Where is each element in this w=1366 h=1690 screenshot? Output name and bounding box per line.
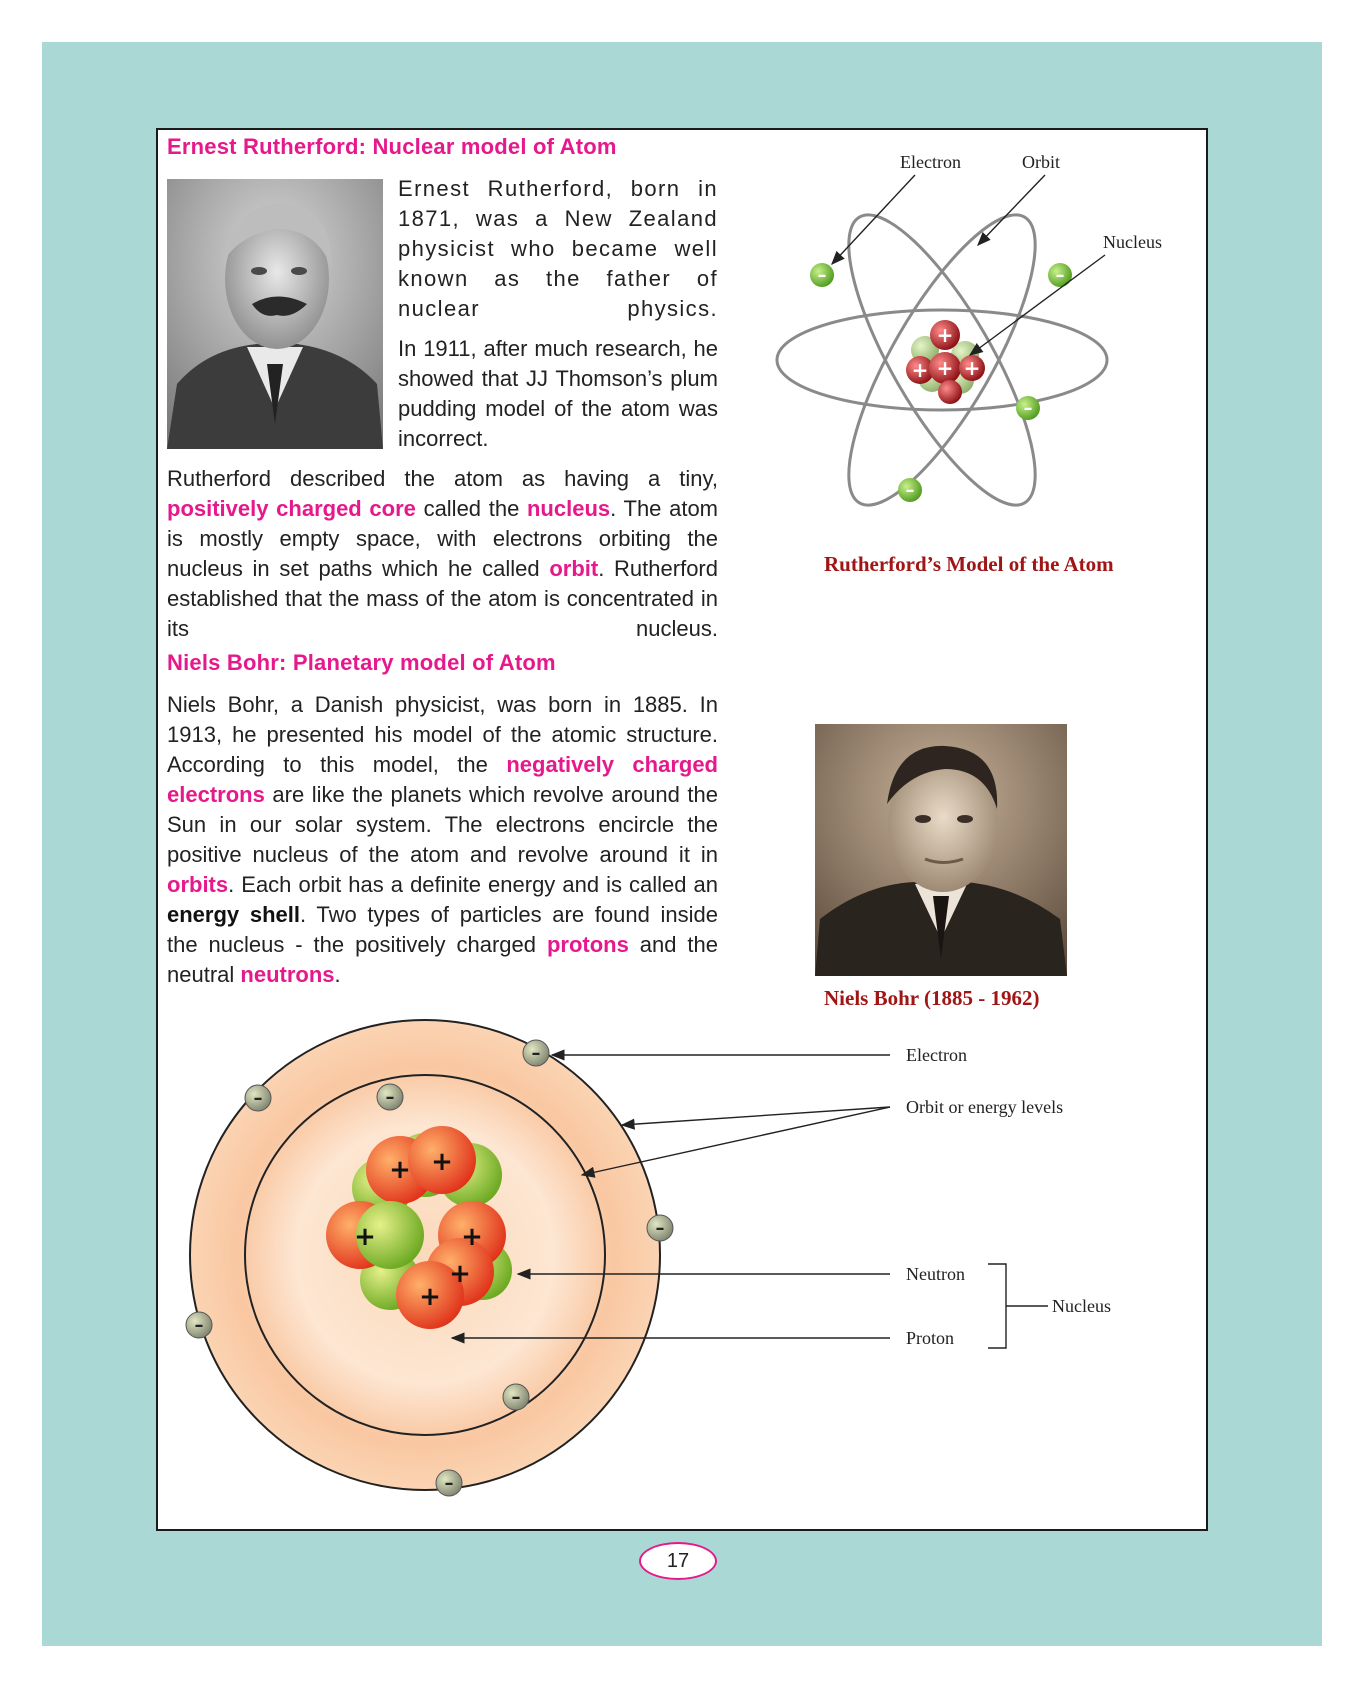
svg-text:+: + [389,1155,411,1185]
electron-marker [186,1312,212,1338]
bohr-text: Niels Bohr, a Danish physicist, was born in 1885. In 1913, he presented his model of the atomic structure. According to this model, the [167,692,718,777]
bohr-paragraph [167,690,718,990]
svg-text:+: + [354,1222,376,1252]
electron-marker [523,1040,549,1066]
rutherford-desc-text: Rutherford described the atom as having a tiny, [167,466,718,491]
svg-text:+: + [461,1222,483,1252]
svg-text:–: – [1055,265,1065,286]
keyword-orbits: orbits [167,872,229,897]
svg-text:+: + [449,1259,471,1289]
keyword-negatively-charged-electrons: negatively charged electrons [167,752,718,807]
svg-text:–: – [531,1043,541,1064]
bohr-atom-diagram [160,1010,1200,1530]
bohr-photo-caption: Niels Bohr (1885 - 1962) [824,986,1040,1010]
bohr-text: . [334,962,341,987]
rutherford-nucleus [906,320,985,404]
keyword-orbit: orbit [549,556,599,581]
rutherford-intro-2: In 1911, after much research, he showed that JJ Thomson’s plum pudding model of the atom was incorrect. [398,336,718,451]
svg-text:+: + [419,1282,441,1312]
label-electron: Electron [900,152,961,172]
svg-text:+: + [431,1147,453,1177]
svg-text:+: + [936,323,954,347]
rutherford-photo [167,179,383,449]
bohr-portrait [815,724,1067,976]
svg-text:–: – [817,265,827,286]
rutherford-diagram-caption: Rutherford’s Model of the Atom [824,552,1114,576]
rutherford-intro-1: Ernest Rutherford, born in 1871, was a New Zealand physicist who became well known as the father of nuclear physics. [398,176,718,321]
rutherford-desc-text: called the [415,496,527,521]
keyword-nucleus: nucleus [526,496,611,521]
svg-text:–: – [905,480,915,501]
electron-marker [377,1084,403,1110]
svg-text:–: – [194,1315,204,1336]
svg-text:+: + [936,356,954,380]
rutherford-desc-text: . Rutherford established that the mass of the atom is concentrated in its nucleus. [167,556,718,641]
bohr-photo [815,724,1067,976]
svg-text:–: – [1023,398,1033,419]
electron-marker [647,1215,673,1241]
label-nucleus: Nucleus [1052,1296,1111,1316]
electron-marker [436,1470,462,1496]
bohr-text: . Two types of particles are found inside the nucleus - the positively charged [167,902,719,957]
svg-text:–: – [385,1087,395,1108]
bohr-text: and the neutral [167,932,718,987]
page-number: 17 [639,1542,717,1580]
svg-text:–: – [655,1218,665,1239]
rutherford-atom-diagram [760,140,1180,540]
svg-text:–: – [444,1473,454,1494]
label-electron: Electron [906,1045,967,1065]
label-neutron: Neutron [906,1264,965,1284]
svg-text:+: + [911,358,929,382]
svg-text:–: – [511,1387,521,1408]
svg-text:–: – [253,1088,263,1109]
electron-marker [503,1384,529,1410]
label-proton: Proton [906,1328,955,1348]
label-orbit: Orbit [1022,152,1060,172]
rutherford-heading: Ernest Rutherford: Nuclear model of Atom [167,134,617,159]
keyword-protons: protons [546,932,629,957]
rutherford-desc-text: . The atom is mostly empty space, with electrons orbiting the nucleus in set paths which he called [167,496,719,581]
label-nucleus: Nucleus [1103,232,1162,252]
svg-text:+: + [963,356,981,380]
keyword-energy-shell: energy shell [167,902,300,927]
rutherford-description [167,464,718,644]
rutherford-portrait [167,179,383,449]
bohr-text: are like the planets which revolve around the Sun in our solar system. The electrons encircle the positive nucleus of the atom and revolve around it in [167,782,718,867]
electron-marker [245,1085,271,1111]
keyword-neutrons: neutrons [240,962,335,987]
keyword-positively-charged-core: positively charged core [167,496,416,521]
bohr-text: . Each orbit has a definite energy and is called an [228,872,718,897]
bohr-heading: Niels Bohr: Planetary model of Atom [167,650,556,675]
label-orbit-energy-levels: Orbit or energy levels [906,1097,1064,1117]
